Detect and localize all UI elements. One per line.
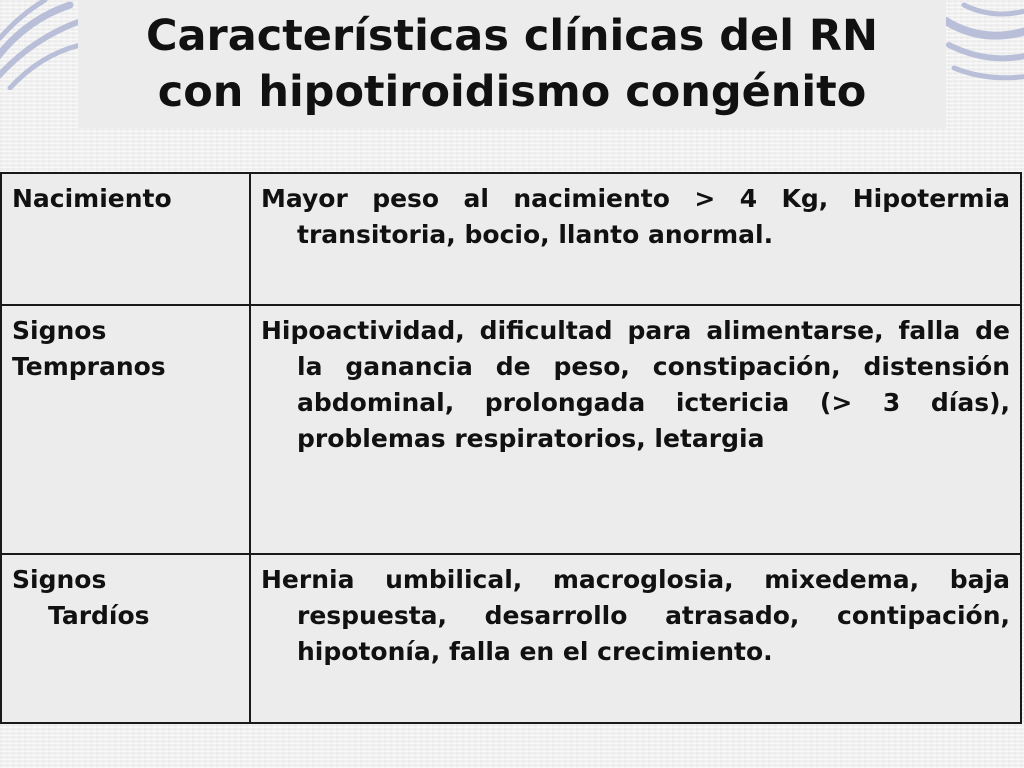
decorative-swirl-left (0, 0, 80, 90)
table-row (1, 554, 1021, 723)
title-line-2: con hipotiroidismo congénito (157, 67, 867, 117)
decorative-swirl-right (944, 0, 1024, 90)
row-label: Tempranos (12, 352, 166, 381)
table-row (1, 305, 1021, 554)
row-label-cell (1, 554, 250, 723)
row-label: Signos (12, 316, 107, 345)
row-label-cell (1, 173, 250, 305)
table-row (1, 173, 1021, 305)
slide-title (78, 0, 946, 128)
clinical-features-table (0, 172, 1022, 724)
row-label-cell (1, 305, 250, 554)
title-line-1: Características clínicas del RN (145, 11, 879, 61)
row-description: Hipoactividad, dificultad para alimentarse, falla de la ganancia de peso, constipación, distensión abdominal, prolongada ictericia (> 3 días), problemas respiratorios, letargia (261, 316, 1010, 453)
clinical-table-container (0, 172, 1022, 724)
row-description-cell (250, 173, 1021, 305)
row-description-cell (250, 554, 1021, 723)
row-label: Tardíos (48, 601, 150, 630)
row-description: Mayor peso al nacimiento > 4 Kg, Hipotermia transitoria, bocio, llanto anormal. (261, 184, 1010, 249)
row-label: Signos (12, 565, 107, 594)
row-description-cell (250, 305, 1021, 554)
row-description: Hernia umbilical, macroglosia, mixedema, baja respuesta, desarrollo atrasado, contipación, hipotonía, falla en el crecimiento. (261, 565, 1010, 666)
row-label: Nacimiento (12, 184, 172, 213)
